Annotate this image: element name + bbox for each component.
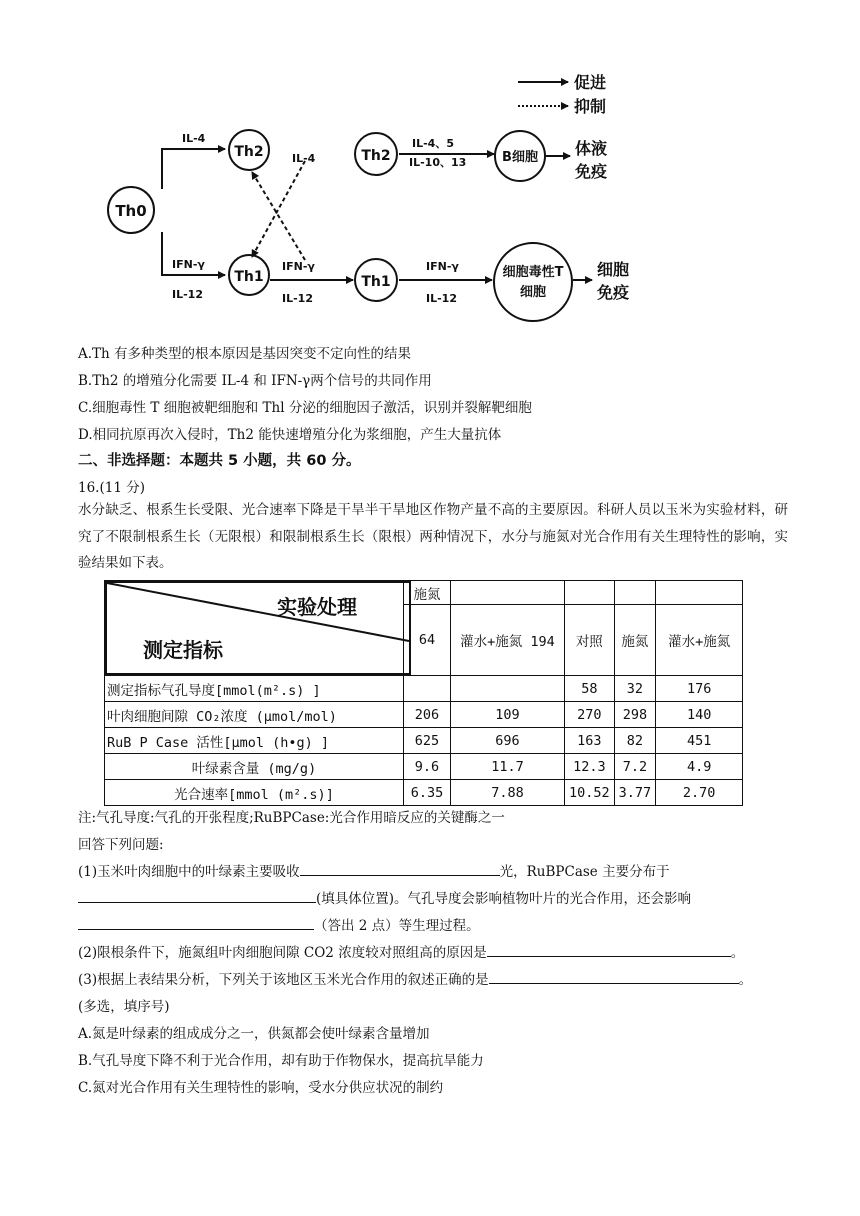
- question-16-intro: 水分缺乏、根系生长受限、光合速率下降是干旱半干旱地区作物产量不高的主要原因。科研人员以玉米为实验材料，研究了不限制根系生长（无限根）和限制根系生长（限根）两种情况下，水分与施氮对光合作用有关生理特性的影响，实验结果如下表。: [78, 502, 788, 571]
- edge-th0-th1-bottom-label: IL-12: [172, 288, 203, 301]
- option-15-c: C.细胞毒性 T 细胞被靶细胞和 Thl 分泌的细胞因子激活，识别并裂解靶细胞: [78, 400, 532, 416]
- cell: 7.2: [614, 754, 656, 780]
- cell: 3.77: [614, 780, 656, 806]
- th1-tcell-top-label: IFN-γ: [426, 260, 459, 273]
- th2-bcell-bottom-label: IL-10、13: [409, 156, 467, 169]
- sub1-text-b: 光，RuBPCase 主要分布于: [499, 864, 670, 880]
- sub1-text-d: （答出 2 点）等生理过程。: [314, 918, 480, 934]
- sub2-text-b: 。: [730, 945, 745, 961]
- cell: 270: [565, 702, 615, 728]
- sub3-text-a: (3)根据上表结果分析，下列关于该地区玉米光合作用的叙述正确的是: [78, 972, 489, 988]
- cross-ifn-label: IFN-γ: [282, 260, 315, 273]
- sub-question-1-line-2: [78, 887, 691, 907]
- answer-prompt: 回答下列问题:: [78, 837, 164, 853]
- experiment-table: [104, 580, 743, 806]
- header-64: 64: [404, 605, 451, 676]
- option-15-a: A.Th 有多种类型的根本原因是基因突变不定向性的结果: [78, 346, 412, 362]
- cell: 163: [565, 728, 615, 754]
- sub-question-2: [78, 941, 744, 961]
- cell: 696: [451, 728, 565, 754]
- cytotoxic-t-label-2: 细胞: [519, 285, 547, 300]
- cell: 11.7: [451, 754, 565, 780]
- cell: 2.70: [656, 780, 743, 806]
- cell: 58: [565, 676, 615, 702]
- question-16-number: 16.(11 分): [78, 480, 145, 496]
- row-label-rubpcase: RuB P Case 活性[μmol (h•g) ]: [105, 728, 404, 754]
- table-row: [105, 754, 743, 780]
- diag-top-label: 实验处理: [277, 595, 357, 619]
- sub-question-1-line-3: [78, 914, 480, 934]
- option-15-b: B.Th2 的增殖分化需要 IL-4 和 IFN-γ两个信号的共同作用: [78, 373, 432, 389]
- cell: 140: [656, 702, 743, 728]
- th1-label-2: Th1: [361, 274, 391, 290]
- answer-blank-1[interactable]: [300, 860, 500, 876]
- inhibit-ifn-arrow: [252, 172, 305, 260]
- humoral-label-1: 体液: [575, 139, 608, 158]
- row-label-chlorophyll: 叶绿素含量 (mg/g): [105, 754, 404, 780]
- sub2-text-a: (2)限根条件下，施氮组叶肉细胞间隙 CO2 浓度较对照组高的原因是: [78, 945, 487, 961]
- cell: 7.88: [451, 780, 565, 806]
- table-row: [105, 728, 743, 754]
- cell: [404, 676, 451, 702]
- header-empty-4: [656, 581, 743, 605]
- cytotoxic-t-label-1: 细胞毒性T: [502, 265, 564, 280]
- th0-label: Th0: [115, 202, 147, 220]
- cell: 6.35: [404, 780, 451, 806]
- header-empty-3: [614, 581, 656, 605]
- table-diagonal-header: [105, 581, 404, 676]
- choice-a: A.氮是叶绿素的组成成分之一，供氮都会使叶绿素含量增加: [78, 1026, 430, 1042]
- table-note: 注:气孔导度:气孔的开张程度;RuBPCase:光合作用暗反应的关键酶之一: [78, 810, 505, 826]
- section-heading: 二、非选择题：本题共 5 小题，共 60 分。: [78, 453, 361, 469]
- row-label-co2: 叶肉细胞间隙 CO₂浓度 (μmol/mol): [105, 702, 404, 728]
- sub3-text-b: 。: [738, 972, 753, 988]
- cell: 9.6: [404, 754, 451, 780]
- sub-question-3-note: (多选，填序号): [78, 999, 170, 1015]
- answer-blank-4[interactable]: [487, 941, 731, 957]
- th1-label-1: Th1: [234, 269, 264, 285]
- humoral-label-2: 免疫: [575, 162, 608, 181]
- header-irrigate-n: 灌水+施氮: [656, 605, 743, 676]
- answer-blank-3[interactable]: [78, 914, 314, 930]
- sub1-text-c: (填具体位置)。气孔导度会影响植物叶片的光合作用，还会影响: [316, 891, 692, 907]
- edge-th0-th1-top-label: IFN-γ: [172, 258, 205, 271]
- cell: 206: [404, 702, 451, 728]
- header-control: 对照: [565, 605, 615, 676]
- table-row: [105, 676, 743, 702]
- answer-blank-2[interactable]: [78, 887, 316, 903]
- inhibit-il4-arrow: [252, 161, 305, 257]
- legend: [518, 73, 606, 116]
- header-empty-2: [565, 581, 615, 605]
- answer-blank-5[interactable]: [489, 968, 739, 984]
- table-row: [105, 702, 743, 728]
- cell: 176: [656, 676, 743, 702]
- row-label-photosynthesis: 光合速率[mmol (m².s)]: [105, 780, 404, 806]
- cell: 10.52: [565, 780, 615, 806]
- th1-tcell-bottom-label: IL-12: [426, 292, 457, 305]
- cell: 12.3: [565, 754, 615, 780]
- cell: 451: [656, 728, 743, 754]
- th1-th1-bottom-label: IL-12: [282, 292, 313, 305]
- th2-bcell-top-label: IL-4、5: [412, 137, 454, 150]
- cell: 4.9: [656, 754, 743, 780]
- cell: [451, 676, 565, 702]
- choice-b: B.气孔导度下降不利于光合作用，却有助于作物保水，提高抗旱能力: [78, 1053, 484, 1069]
- cell: 109: [451, 702, 565, 728]
- choice-c: C.氮对光合作用有关生理特性的影响，受水分供应状况的制约: [78, 1080, 444, 1096]
- legend-promote-label: 促进: [574, 73, 607, 92]
- header-empty-1: [451, 581, 565, 605]
- th0-to-th2-arrow: [162, 149, 225, 189]
- cell: 32: [614, 676, 656, 702]
- cellular-label-2: 免疫: [597, 283, 630, 302]
- table-row: [105, 780, 743, 806]
- edge-th0-th2-label: IL-4: [182, 132, 206, 145]
- header-nitrogen: 施氮: [614, 605, 656, 676]
- sub-question-3: [78, 968, 752, 988]
- sub-question-1-line-1: [78, 860, 670, 880]
- th2-label-2: Th2: [361, 148, 391, 164]
- sub1-text-a: (1)玉米叶肉细胞中的叶绿素主要吸收: [78, 864, 300, 880]
- cytotoxic-t-node: [494, 243, 572, 321]
- bcell-label: B细胞: [502, 150, 538, 165]
- cell: 82: [614, 728, 656, 754]
- t-cell-differentiation-diagram: [100, 62, 660, 337]
- th2-label-1: Th2: [234, 144, 264, 160]
- header-irrigate-n194: 灌水+施氮 194: [451, 605, 565, 676]
- cell: 625: [404, 728, 451, 754]
- cross-il4-label: IL-4: [292, 152, 316, 165]
- cellular-label-1: 细胞: [597, 260, 630, 279]
- row-label-stomatal: 测定指标气孔导度[mmol(m².s) ]: [105, 676, 404, 702]
- option-15-d: D.相同抗原再次入侵时，Th2 能快速增殖分化为浆细胞，产生大量抗体: [78, 427, 502, 443]
- header-shidan: 施氮: [404, 581, 451, 605]
- legend-inhibit-label: 抑制: [574, 97, 607, 116]
- cell: 298: [614, 702, 656, 728]
- diag-bottom-label: 测定指标: [143, 638, 223, 662]
